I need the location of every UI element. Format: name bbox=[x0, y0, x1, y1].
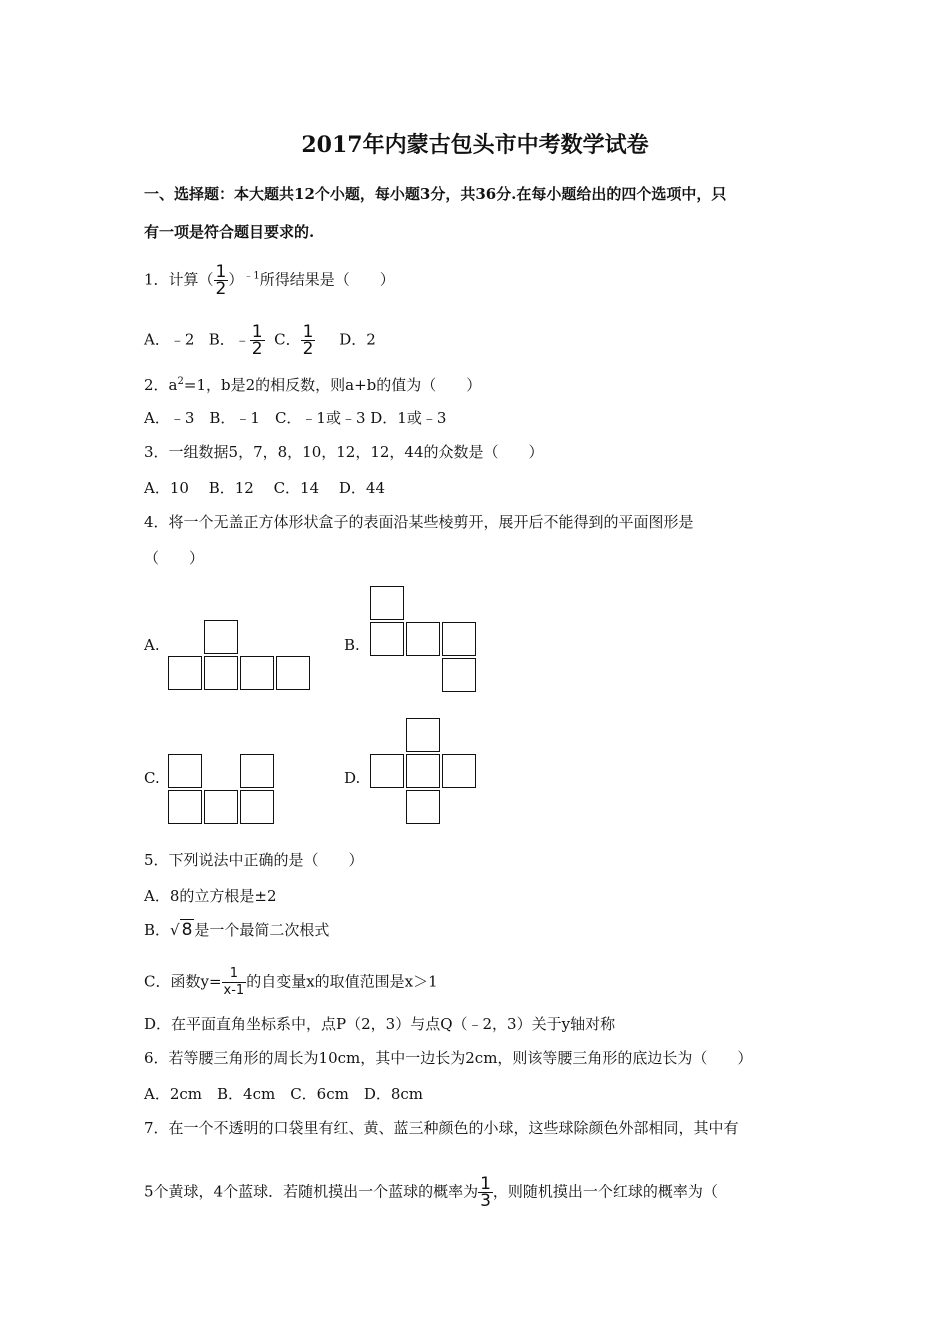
net-square bbox=[204, 620, 238, 654]
net-a-label: A. bbox=[144, 636, 160, 654]
question-5-option-a: A．8的立方根是±2 bbox=[144, 887, 277, 905]
section-heading-line2: 有一项是符合题目要求的. bbox=[144, 223, 315, 241]
net-square bbox=[442, 622, 476, 656]
net-square bbox=[204, 790, 238, 824]
net-c-figure bbox=[168, 754, 280, 828]
net-square bbox=[168, 656, 202, 690]
net-a-figure bbox=[168, 620, 318, 694]
question-3: 3．一组数据5，7，8，10，12，12，44的众数是（ ） bbox=[144, 443, 544, 461]
question-4-line1: 4．将一个无盖正方体形状盒子的表面沿某些棱剪开，展开后不能得到的平面图形是 bbox=[144, 513, 694, 531]
net-square bbox=[370, 622, 404, 656]
net-square bbox=[168, 790, 202, 824]
question-6: 6．若等腰三角形的周长为10cm，其中一边长为2cm，则该等腰三角形的底边长为（ ） bbox=[144, 1049, 753, 1067]
fraction: $\frac{1}{3}$ bbox=[480, 1174, 491, 1211]
net-d-label: D. bbox=[344, 769, 361, 787]
question-1: 1．计算（ $\frac{1}{2}$ ）$^{﹣1}$所得结果是（ ） bbox=[144, 262, 395, 299]
section-heading-line1: 一、选择题：本大题共12个小题，每小题3分，共36分.在每小题给出的四个选项中，只 bbox=[144, 185, 727, 203]
question-5-option-c: C．函数y= $\frac{1}{x-1}$ 的自变量x的取值范围是x＞1 bbox=[144, 966, 438, 998]
question-7-line2: 5个黄球，4个蓝球．若随机摸出一个蓝球的概率为 $\frac{1}{3}$ ，则随机摸出一个红球的概率为（ bbox=[144, 1174, 718, 1211]
fraction: $\frac{1}{x-1}$ bbox=[223, 966, 245, 998]
net-square bbox=[240, 754, 274, 788]
net-square bbox=[406, 718, 440, 752]
net-square bbox=[240, 790, 274, 824]
net-square bbox=[204, 656, 238, 690]
page-title: 2017年内蒙古包头市中考数学试卷 bbox=[301, 132, 649, 158]
sqrt-expression: √ 8 bbox=[170, 920, 193, 940]
net-b-figure bbox=[370, 586, 482, 696]
question-5-option-b: B．√ 8 是一个最简二次根式 bbox=[144, 920, 330, 940]
option-a: A．﹣2 bbox=[144, 330, 195, 349]
option-d: D．2 bbox=[339, 330, 376, 349]
question-3-options: A．10 B．12 C．14 D．44 bbox=[144, 479, 386, 497]
question-4-line2: （ ） bbox=[144, 549, 205, 567]
net-square bbox=[168, 754, 202, 788]
net-b-label: B. bbox=[344, 636, 360, 654]
question-6-options: A．2cm B．4cm C．6cm D．8cm bbox=[144, 1085, 424, 1103]
fraction: $\frac{1}{2}$ bbox=[251, 322, 263, 359]
question-2: 2．$a^2=1$，b是2的相反数，则a+b的值为（ ） bbox=[144, 376, 482, 394]
net-square bbox=[442, 754, 476, 788]
question-2-options: A．﹣3 B．﹣1 C．﹣1或﹣3 D．1或﹣3 bbox=[144, 409, 447, 427]
net-square bbox=[442, 658, 476, 692]
question-5-option-d: D．在平面直角坐标系中，点P（2，3）与点Q（﹣2，3）关于y轴对称 bbox=[144, 1015, 616, 1033]
net-square bbox=[406, 622, 440, 656]
net-d-figure bbox=[370, 718, 482, 830]
net-square bbox=[370, 586, 404, 620]
fraction: $\frac{1}{2}$ bbox=[302, 322, 314, 359]
net-square bbox=[406, 754, 440, 788]
net-c-label: C. bbox=[144, 769, 160, 787]
net-square bbox=[276, 656, 310, 690]
net-square bbox=[370, 754, 404, 788]
question-7-line1: 7．在一个不透明的口袋里有红、黄、蓝三种颜色的小球，这些球除颜色外部相同，其中有 bbox=[144, 1119, 739, 1137]
net-square bbox=[406, 790, 440, 824]
fraction: $\frac{1}{2}$ bbox=[215, 262, 227, 299]
question-5: 5．下列说法中正确的是（ ） bbox=[144, 851, 364, 869]
question-1-options: A．﹣2 B．﹣ $\frac{1}{2}$ C． $\frac{1}{2}$ D．2 bbox=[144, 322, 376, 359]
net-square bbox=[240, 656, 274, 690]
